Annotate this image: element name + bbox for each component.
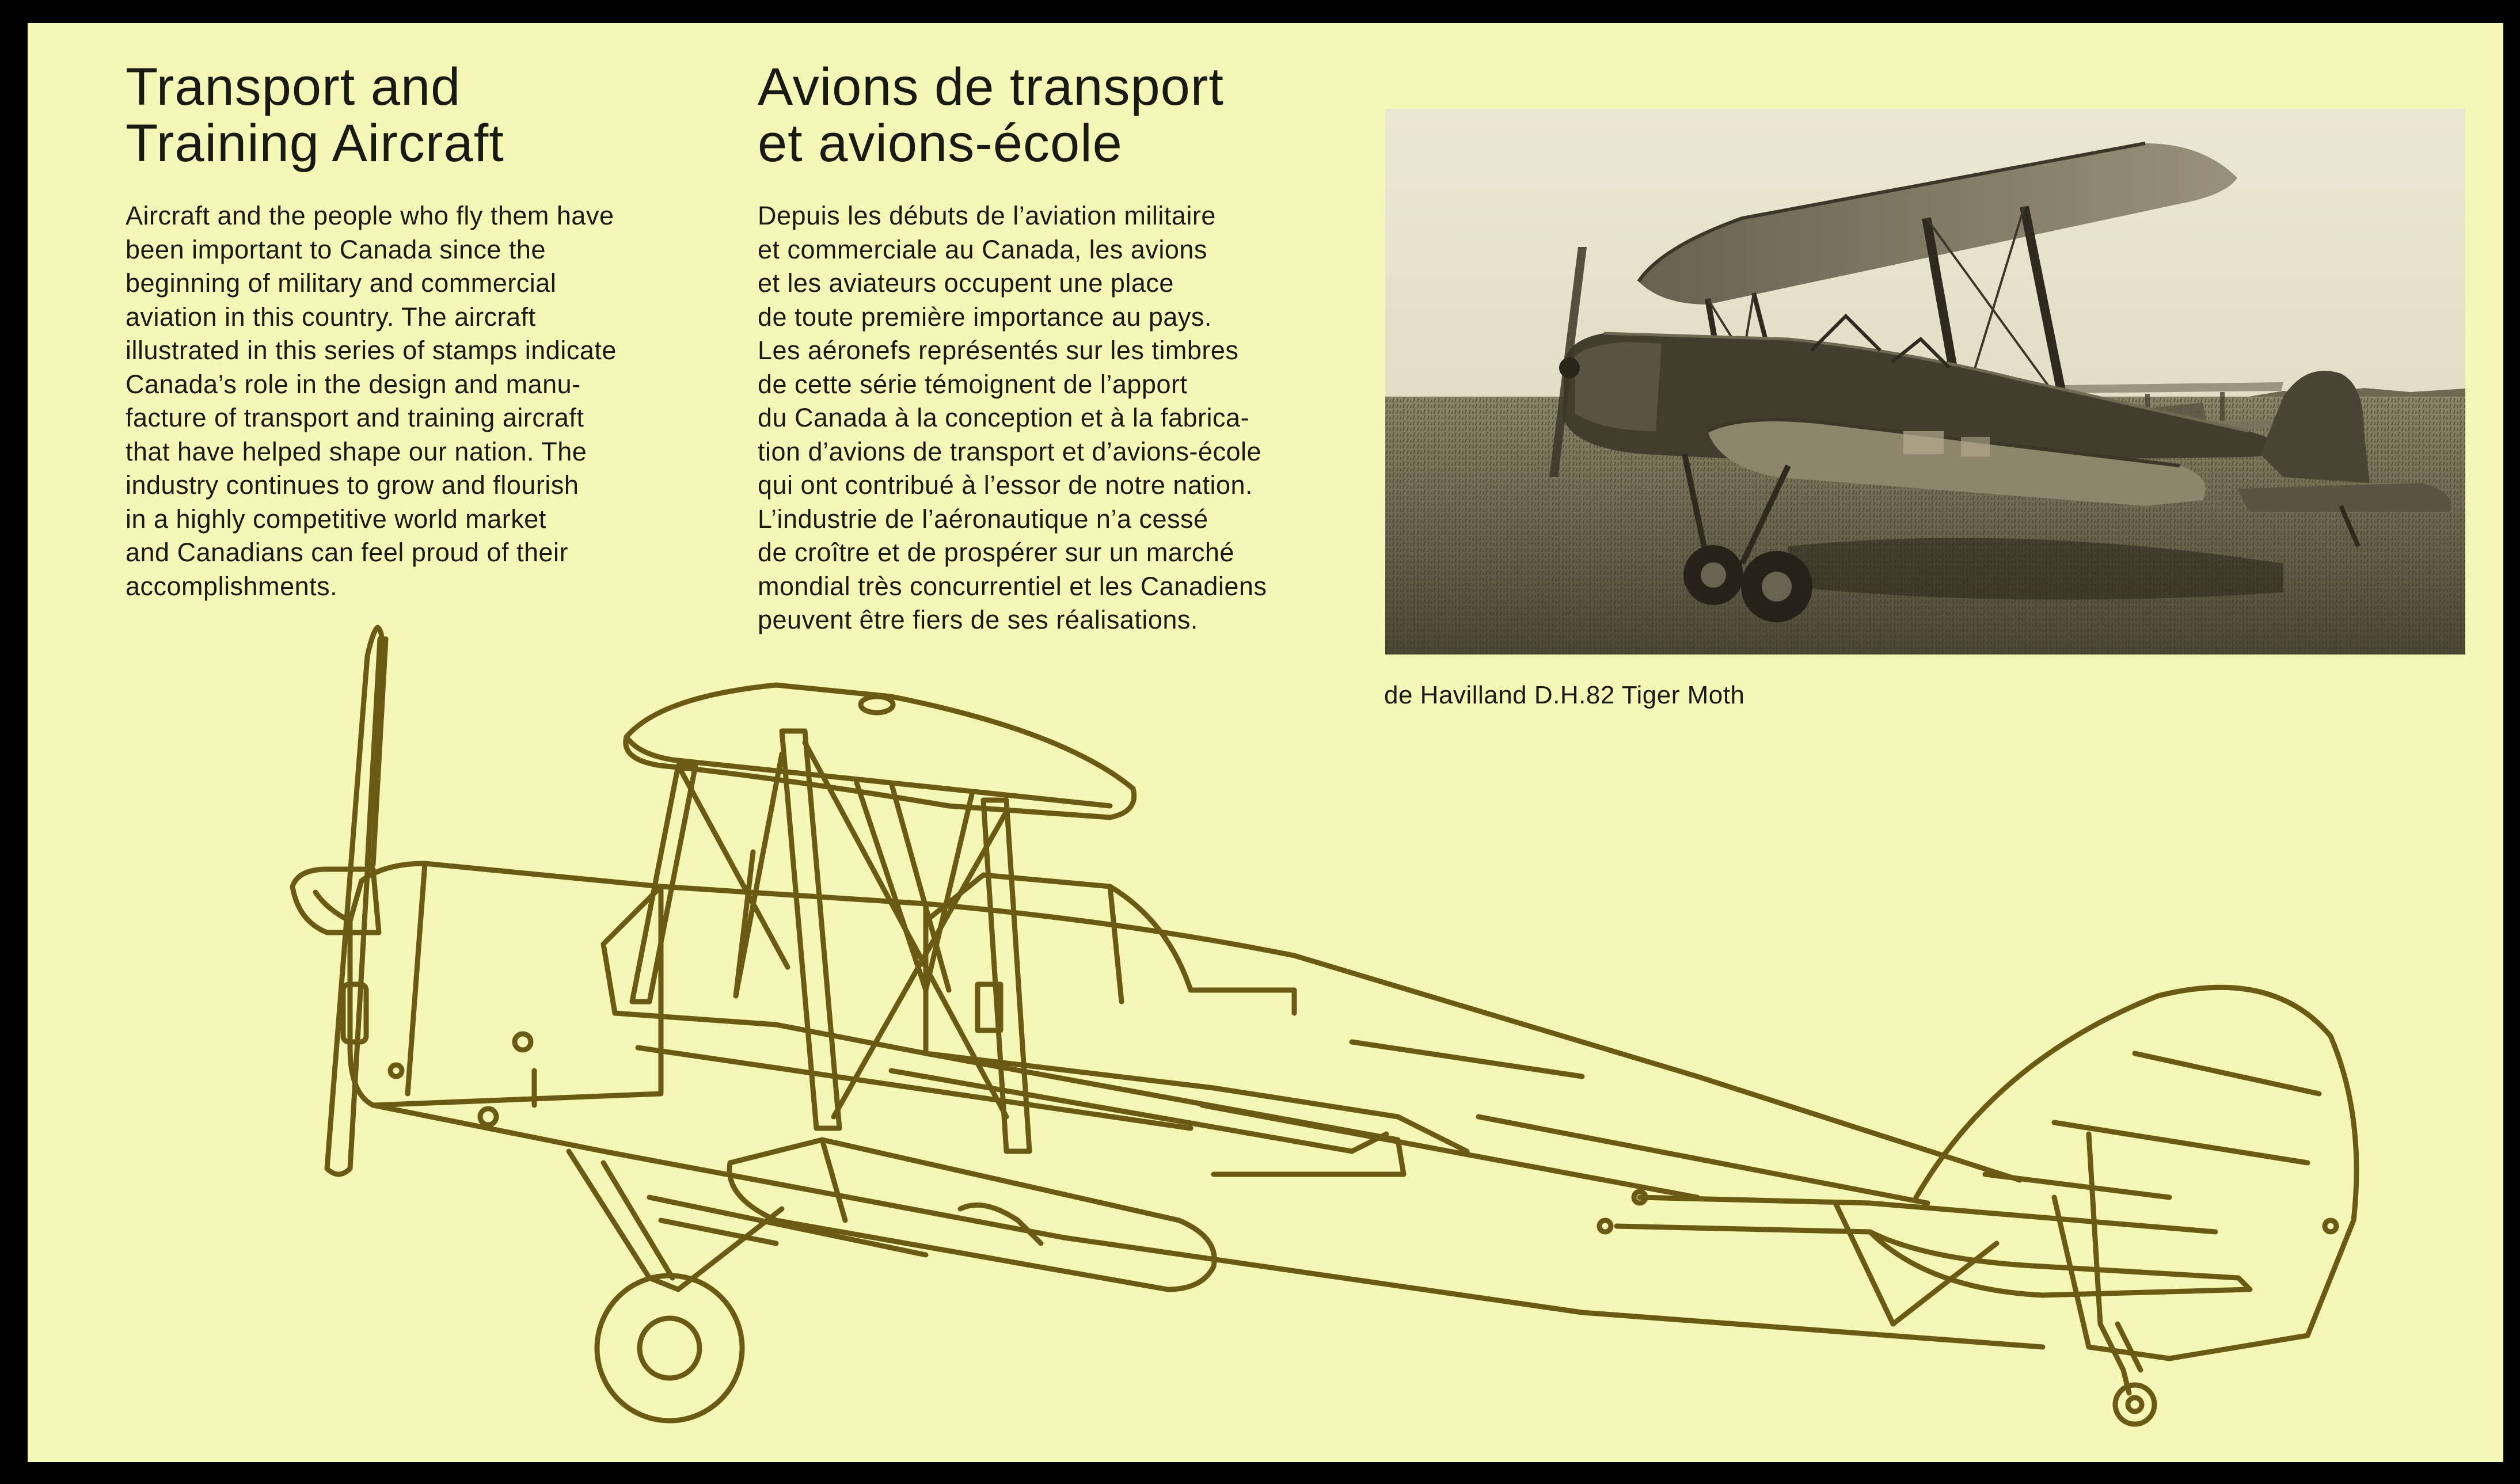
- text-line: that have helped shape our nation. The: [126, 436, 587, 466]
- text-line: Depuis les débuts de l’aviation militaire: [758, 201, 1216, 230]
- booklet-page: [28, 23, 2503, 1462]
- heading-line: et avions-école: [758, 114, 1123, 173]
- tiger-moth-line-drawing: [28, 23, 2503, 1462]
- text-line: tion d’avions de transport et d’avions-école: [758, 436, 1262, 466]
- text-line: de croître et de prospérer sur un marché: [758, 538, 1234, 567]
- text-line: accomplishments.: [126, 571, 338, 601]
- text-line: peuvent être fiers de ses réalisations.: [758, 605, 1198, 634]
- text-line: beginning of military and commercial: [126, 268, 557, 298]
- text-line: facture of transport and training aircraft: [126, 403, 584, 432]
- text-line: industry continues to grow and flourish: [126, 470, 579, 500]
- heading-line: Avions de transport: [758, 58, 1224, 116]
- text-line: Aircraft and the people who fly them have: [126, 201, 614, 230]
- photo-caption: de Havilland D.H.82 Tiger Moth: [1384, 681, 1745, 709]
- text-line: illustrated in this series of stamps indicate: [126, 336, 617, 365]
- text-line: et commerciale au Canada, les avions: [758, 234, 1207, 264]
- text-line: mondial très concurrentiel et les Canadiens: [758, 571, 1267, 601]
- text-line: L’industrie de l’aéronautique n’a cessé: [758, 504, 1208, 534]
- text-line: de cette série témoignent de l’apport: [758, 369, 1188, 399]
- text-line: in a highly competitive world market: [126, 504, 546, 534]
- text-line: du Canada à la conception et à la fabrica-: [758, 403, 1250, 432]
- text-line: Canada’s role in the design and manu-: [126, 369, 581, 399]
- heading-line: Transport and: [126, 58, 461, 116]
- text-line: and Canadians can feel proud of their: [126, 538, 569, 567]
- text-line: Les aéronefs représentés sur les timbres: [758, 336, 1239, 365]
- text-line: et les aviateurs occupent une place: [758, 268, 1174, 298]
- text-line: qui ont contribué à l’essor de notre nation.: [758, 470, 1253, 500]
- heading-line: Training Aircraft: [126, 114, 504, 173]
- text-line: de toute première importance au pays.: [758, 302, 1212, 332]
- text-line: aviation in this country. The aircraft: [126, 302, 536, 332]
- text-line: been important to Canada since the: [126, 234, 546, 264]
